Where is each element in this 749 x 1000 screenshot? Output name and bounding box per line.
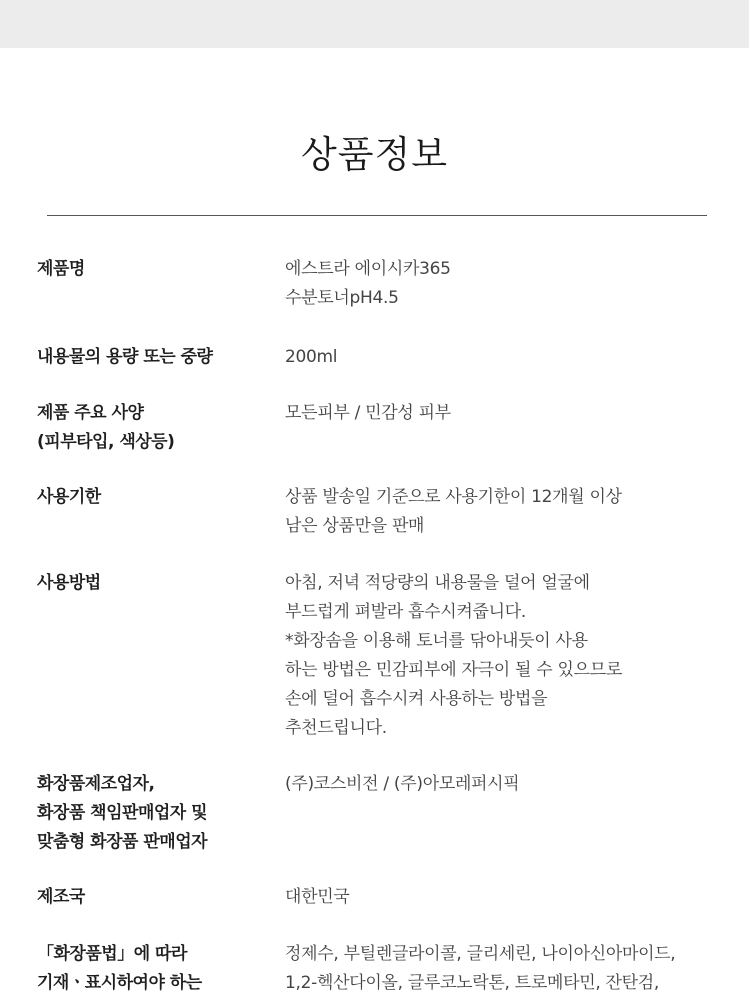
spec-label: 내용물의 용량 또는 중량 — [37, 347, 213, 367]
spec-label: 제품명 — [37, 259, 85, 279]
spec-value: 상품 발송일 기준으로 사용기한이 12개월 이상 남은 상품만을 판매 — [285, 487, 622, 536]
spec-label: 「화장품법」에 따라 기재ㆍ표시하여야 하는 — [37, 944, 202, 993]
spec-value: 정제수, 부틸렌글라이콜, 글리세린, 나이아신아마이드, 1,2-헥산다이올, 글루코노락톤, 트로메타민, 잔탄검, — [285, 944, 676, 993]
spec-value: (주)코스비전 / (주)아모레퍼시픽 — [285, 774, 520, 794]
spec-value: 대한민국 — [285, 887, 350, 907]
spec-label: 제품 주요 사양 (피부타입, 색상등) — [37, 403, 175, 452]
spec-value: 200ml — [285, 347, 338, 367]
spec-label: 사용방법 — [37, 573, 101, 593]
spec-value: 에스트라 에이시카365 수분토너pH4.5 — [285, 259, 451, 308]
spec-label: 화장품제조업자, 화장품 책임판매업자 및 맞춤형 화장품 판매업자 — [37, 774, 208, 852]
spec-value: 모든피부 / 민감성 피부 — [285, 403, 451, 423]
spec-value: 아침, 저녁 적당량의 내용물을 덜어 얼굴에 부드럽게 펴발라 흡수시켜줍니다. *화장솜을 이용해 토너를 닦아내듯이 사용 하는 방법은 민감피부에 자극이 될 수 있으므로 손에 덜어 흡수시켜 사용하는 방법을 추천드립니다. — [285, 573, 622, 738]
top-bar — [0, 0, 749, 48]
title-divider — [47, 215, 707, 216]
page-title: 상품정보 — [301, 133, 448, 176]
spec-label: 제조국 — [37, 887, 85, 907]
spec-label: 사용기한 — [37, 487, 101, 507]
